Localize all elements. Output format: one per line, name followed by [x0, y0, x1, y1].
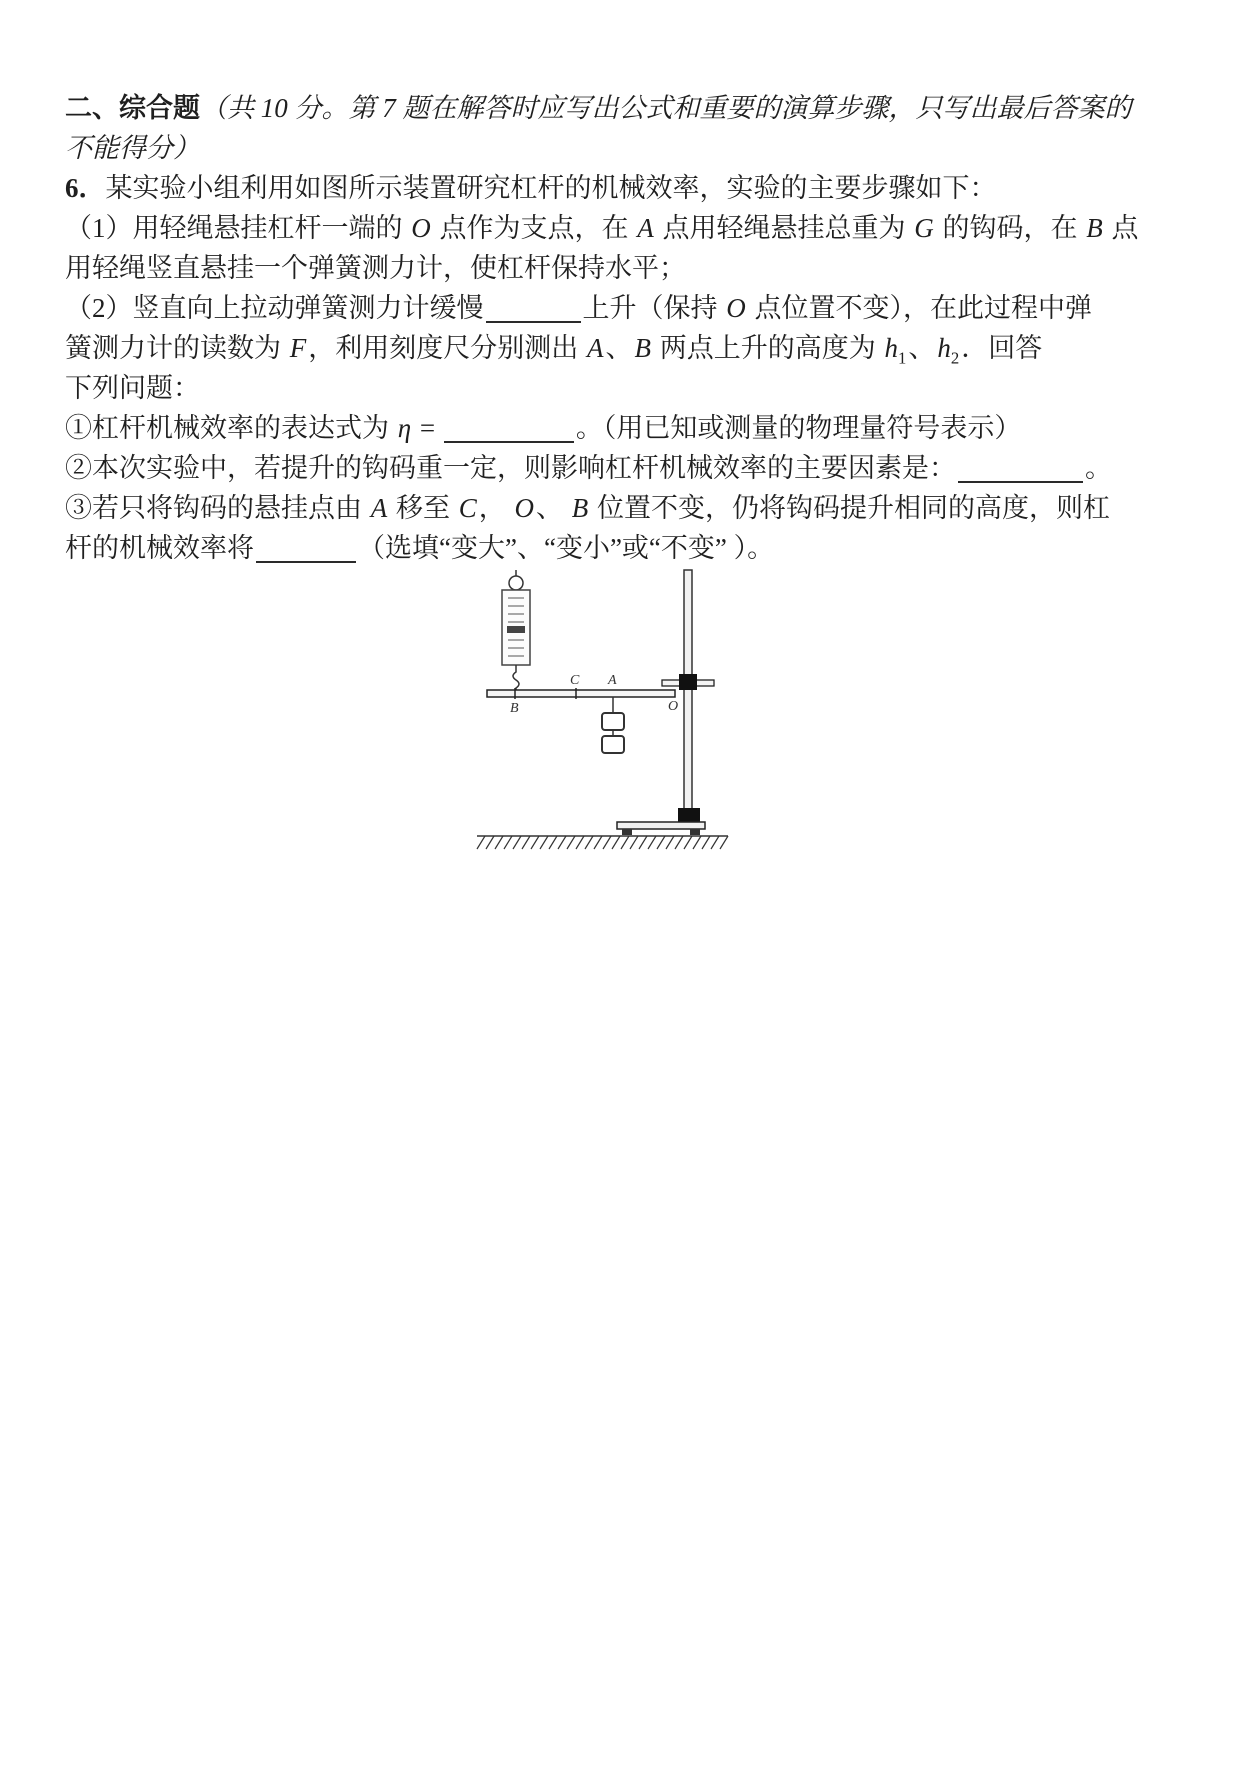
step-1-line-2: 用轻绳竖直悬挂一个弹簧测力计，使杠杆保持水平； [65, 253, 686, 283]
question-6-intro: 6．某实验小组利用如图所示装置研究杠杆的机械效率，实验的主要步骤如下： [65, 173, 997, 203]
spring-scale [502, 570, 530, 692]
step-2-line-1: （2）竖直向上拉动弹簧测力计缓慢 上升（保持 O 点位置不变），在此过程中弹 [65, 293, 1092, 323]
section-heading-continuation: 不能得分） [65, 133, 200, 163]
spring-scale-pointer [507, 626, 525, 633]
label-b: B [510, 701, 519, 716]
sub-question-2: ②本次实验中，若提升的钩码重一定，则影响杠杆机械效率的主要因素是： 。 [65, 453, 1112, 483]
weights [602, 697, 624, 753]
label-o: O [668, 699, 679, 714]
sub-question-3-line-2: 杆的机械效率将 （选填“变大”、“变小”或“不变” ）。 [65, 533, 775, 563]
spring-scale-ring [509, 576, 523, 590]
sub-question-1: ①杠杆机械效率的表达式为 η = 。（用已知或测量的物理量符号表示） [65, 413, 1022, 443]
stand-base [617, 808, 705, 835]
section-heading: 二、综合题（共 10 分。第 7 题在解答时应写出公式和重要的演算步骤，只写出最后答案的 [65, 93, 1132, 123]
ground [477, 836, 728, 849]
stand-rod [684, 570, 692, 815]
label-c: C [570, 673, 580, 688]
apparatus-figure [450, 568, 750, 863]
step-2-line-3: 下列问题： [65, 373, 200, 403]
step-1-line-1: （1）用轻绳悬挂杠杆一端的 O 点作为支点，在 A 点用轻绳悬挂总重为 G 的钩码，在 B 点 [65, 213, 1139, 243]
weight-1 [602, 713, 624, 730]
label-a: A [608, 673, 617, 688]
lever-beam [487, 688, 675, 699]
sub-question-3-line-1: ③若只将钩码的悬挂点由 A 移至 C， O、 B 位置不变，仍将钩码提升相同的高度，则杠 [65, 493, 1111, 523]
clamp [662, 674, 714, 690]
step-2-line-2: 簧测力计的读数为 F，利用刻度尺分别测出 A、B 两点上升的高度为 $h_1$、$h_2$．回答 [65, 333, 1043, 368]
spring-scale-hook [513, 665, 519, 692]
weight-2 [602, 736, 624, 753]
